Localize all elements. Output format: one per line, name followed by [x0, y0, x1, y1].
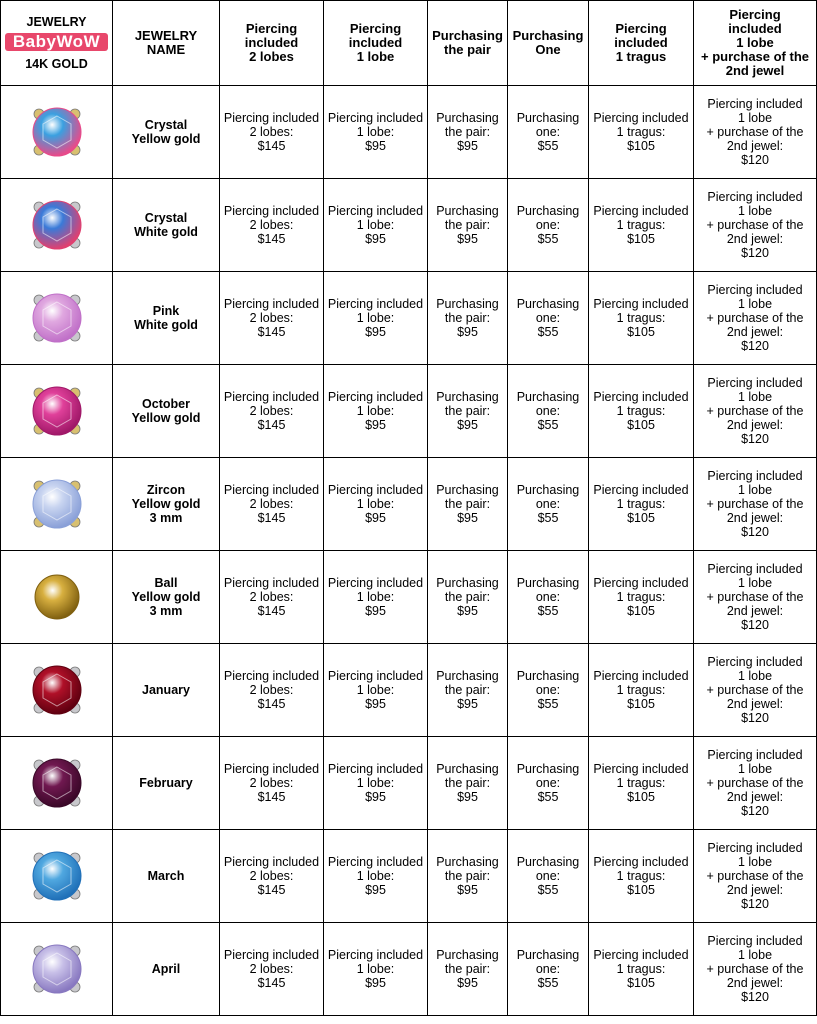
price-2-lobes: Piercing included 2 lobes: $145 — [220, 365, 324, 458]
brand-header-cell — [1, 1, 113, 86]
gemstone-icon — [27, 288, 87, 348]
price-one: Purchasing one: $55 — [508, 86, 589, 179]
jewel-image-cell — [1, 737, 113, 830]
price-1-lobe: Piercing included 1 lobe: $95 — [324, 923, 428, 1016]
jewel-image-cell — [1, 644, 113, 737]
table-row — [1, 179, 817, 272]
price-tragus: Piercing included 1 tragus: $105 — [589, 551, 694, 644]
jewelry-name: April — [113, 923, 220, 1016]
price-one: Purchasing one: $55 — [508, 272, 589, 365]
jewelry-name: Zircon Yellow gold 3 mm — [113, 458, 220, 551]
gold-ball-icon — [27, 567, 87, 627]
table-row — [1, 272, 817, 365]
price-one: Purchasing one: $55 — [508, 179, 589, 272]
price-pair: Purchasing the pair: $95 — [428, 179, 508, 272]
col-jewelry-name: JEWELRY NAME — [113, 1, 220, 86]
price-1-lobe: Piercing included 1 lobe: $95 — [324, 179, 428, 272]
price-second-jewel: Piercing included 1 lobe + purchase of the 2nd jewel: $120 — [694, 644, 817, 737]
price-one: Purchasing one: $55 — [508, 458, 589, 551]
table-row — [1, 644, 817, 737]
col-1-lobe: Piercing included 1 lobe — [324, 1, 428, 86]
gemstone-icon — [27, 846, 87, 906]
price-2-lobes: Piercing included 2 lobes: $145 — [220, 644, 324, 737]
price-second-jewel: Piercing included 1 lobe + purchase of the 2nd jewel: $120 — [694, 830, 817, 923]
price-one: Purchasing one: $55 — [508, 644, 589, 737]
price-2-lobes: Piercing included 2 lobes: $145 — [220, 272, 324, 365]
table-row — [1, 458, 817, 551]
price-tragus: Piercing included 1 tragus: $105 — [589, 86, 694, 179]
jewel-image-cell — [1, 179, 113, 272]
jewelry-label: JEWELRY — [26, 15, 87, 29]
col-pair: Purchasing the pair — [428, 1, 508, 86]
jewel-image-cell — [1, 830, 113, 923]
jewel-image-cell — [1, 365, 113, 458]
price-tragus: Piercing included 1 tragus: $105 — [589, 830, 694, 923]
table-row — [1, 830, 817, 923]
gemstone-icon — [27, 939, 87, 999]
price-tragus: Piercing included 1 tragus: $105 — [589, 179, 694, 272]
gemstone-icon — [27, 195, 87, 255]
price-second-jewel: Piercing included 1 lobe + purchase of the 2nd jewel: $120 — [694, 458, 817, 551]
price-one: Purchasing one: $55 — [508, 551, 589, 644]
gemstone-icon — [27, 381, 87, 441]
table-row — [1, 365, 817, 458]
gemstone-icon — [27, 660, 87, 720]
price-1-lobe: Piercing included 1 lobe: $95 — [324, 272, 428, 365]
jewelry-name: October Yellow gold — [113, 365, 220, 458]
price-1-lobe: Piercing included 1 lobe: $95 — [324, 737, 428, 830]
price-tragus: Piercing included 1 tragus: $105 — [589, 365, 694, 458]
price-pair: Purchasing the pair: $95 — [428, 737, 508, 830]
price-tragus: Piercing included 1 tragus: $105 — [589, 923, 694, 1016]
price-pair: Purchasing the pair: $95 — [428, 644, 508, 737]
col-one: Purchasing One — [508, 1, 589, 86]
price-2-lobes: Piercing included 2 lobes: $145 — [220, 830, 324, 923]
jewelry-name: March — [113, 830, 220, 923]
price-second-jewel: Piercing included 1 lobe + purchase of the 2nd jewel: $120 — [694, 365, 817, 458]
price-pair: Purchasing the pair: $95 — [428, 365, 508, 458]
price-second-jewel: Piercing included 1 lobe + purchase of the 2nd jewel: $120 — [694, 272, 817, 365]
price-pair: Purchasing the pair: $95 — [428, 551, 508, 644]
price-1-lobe: Piercing included 1 lobe: $95 — [324, 644, 428, 737]
price-1-lobe: Piercing included 1 lobe: $95 — [324, 86, 428, 179]
gold-label: 14K GOLD — [25, 57, 88, 71]
price-pair: Purchasing the pair: $95 — [428, 923, 508, 1016]
price-2-lobes: Piercing included 2 lobes: $145 — [220, 551, 324, 644]
price-1-lobe: Piercing included 1 lobe: $95 — [324, 365, 428, 458]
price-one: Purchasing one: $55 — [508, 737, 589, 830]
price-one: Purchasing one: $55 — [508, 830, 589, 923]
price-pair: Purchasing the pair: $95 — [428, 830, 508, 923]
price-second-jewel: Piercing included 1 lobe + purchase of the 2nd jewel: $120 — [694, 86, 817, 179]
price-tragus: Piercing included 1 tragus: $105 — [589, 272, 694, 365]
price-second-jewel: Piercing included 1 lobe + purchase of the 2nd jewel: $120 — [694, 179, 817, 272]
jewel-image-cell — [1, 86, 113, 179]
price-tragus: Piercing included 1 tragus: $105 — [589, 458, 694, 551]
price-second-jewel: Piercing included 1 lobe + purchase of the 2nd jewel: $120 — [694, 551, 817, 644]
jewelry-name: Crystal White gold — [113, 179, 220, 272]
header-row — [1, 1, 817, 86]
jewelry-name: Crystal Yellow gold — [113, 86, 220, 179]
table-row — [1, 923, 817, 1016]
jewelry-name: February — [113, 737, 220, 830]
table-row — [1, 551, 817, 644]
price-pair: Purchasing the pair: $95 — [428, 458, 508, 551]
jewel-image-cell — [1, 551, 113, 644]
price-1-lobe: Piercing included 1 lobe: $95 — [324, 551, 428, 644]
price-pair: Purchasing the pair: $95 — [428, 86, 508, 179]
price-2-lobes: Piercing included 2 lobes: $145 — [220, 86, 324, 179]
price-2-lobes: Piercing included 2 lobes: $145 — [220, 458, 324, 551]
price-1-lobe: Piercing included 1 lobe: $95 — [324, 458, 428, 551]
price-pair: Purchasing the pair: $95 — [428, 272, 508, 365]
price-2-lobes: Piercing included 2 lobes: $145 — [220, 179, 324, 272]
price-tragus: Piercing included 1 tragus: $105 — [589, 737, 694, 830]
jewelry-name: January — [113, 644, 220, 737]
col-second-jewel: Piercing included 1 lobe + purchase of the 2nd jewel — [694, 1, 817, 86]
gemstone-icon — [27, 753, 87, 813]
col-tragus: Piercing included 1 tragus — [589, 1, 694, 86]
col-2-lobes: Piercing included 2 lobes — [220, 1, 324, 86]
price-1-lobe: Piercing included 1 lobe: $95 — [324, 830, 428, 923]
price-tragus: Piercing included 1 tragus: $105 — [589, 644, 694, 737]
jewelry-name: Ball Yellow gold 3 mm — [113, 551, 220, 644]
jewel-image-cell — [1, 923, 113, 1016]
gemstone-icon — [27, 102, 87, 162]
table-row — [1, 86, 817, 179]
price-2-lobes: Piercing included 2 lobes: $145 — [220, 737, 324, 830]
jewelry-name: Pink White gold — [113, 272, 220, 365]
jewel-image-cell — [1, 272, 113, 365]
price-2-lobes: Piercing included 2 lobes: $145 — [220, 923, 324, 1016]
price-second-jewel: Piercing included 1 lobe + purchase of the 2nd jewel: $120 — [694, 923, 817, 1016]
gemstone-icon — [27, 474, 87, 534]
brand-logo: BabyWoW — [5, 33, 108, 51]
price-one: Purchasing one: $55 — [508, 923, 589, 1016]
jewel-image-cell — [1, 458, 113, 551]
price-one: Purchasing one: $55 — [508, 365, 589, 458]
table-row — [1, 737, 817, 830]
price-second-jewel: Piercing included 1 lobe + purchase of the 2nd jewel: $120 — [694, 737, 817, 830]
